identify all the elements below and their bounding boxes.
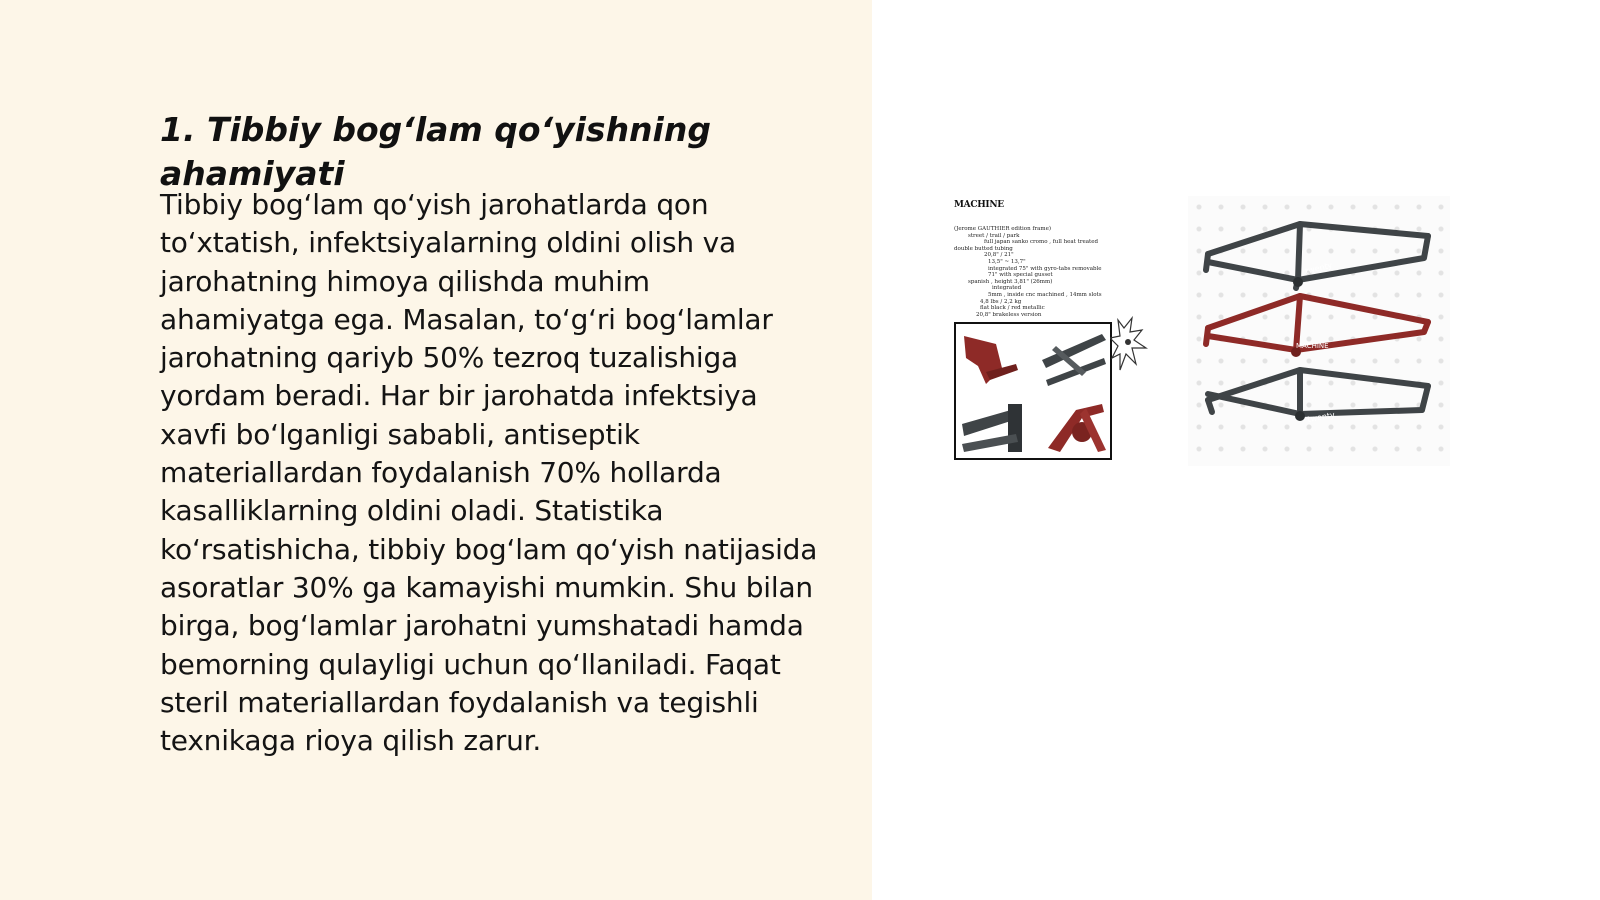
spec-line: 13,5" ~ 13,7": [988, 258, 1026, 265]
spec-line: 5mm , inside cnc machined , 14mm slots: [988, 291, 1102, 298]
spec-title: MACHINE: [954, 200, 1004, 210]
bmx-frame-dark-bottom: [1208, 370, 1428, 414]
spec-line: street / trail / park: [968, 232, 1020, 239]
spec-line: flat black / red metallic: [980, 305, 1045, 312]
spec-line: spanish , height 3,81" (26mm): [968, 278, 1053, 285]
spec-line: double butted tubing: [954, 245, 1013, 252]
frame-label-top: twenty: [1304, 260, 1334, 276]
red-dropout-detail: [964, 336, 1018, 384]
red-bottom-bracket-detail: [1048, 404, 1106, 452]
frame-label-bottom: twenty: [1306, 410, 1336, 424]
frame-detail-photos: [954, 322, 1112, 460]
spec-line: full japan sanko cromo , full heat treated: [984, 239, 1098, 246]
frame-label-middle: MACHINE: [1296, 342, 1329, 350]
bmx-frame-catalog-image: [950, 196, 1450, 466]
bottom-bracket-dark-top: [1293, 277, 1303, 287]
spec-list: [954, 226, 1114, 318]
ink-splatter-decoration: [1110, 314, 1150, 374]
spec-line: 71" with special gusset: [988, 272, 1053, 279]
spec-line: integrated 75" with gyro-tabs removable: [988, 265, 1102, 272]
frame-color-variants: [1188, 196, 1450, 466]
spec-line: 4,8 lbs / 2,2 kg: [980, 298, 1022, 305]
bmx-frame-dark-top: [1206, 224, 1428, 288]
spec-line: (Jerome GAUTHIER edition frame): [954, 226, 1051, 232]
black-tube-detail: [1042, 334, 1106, 386]
spec-line: 20,8" brakeless version: [976, 311, 1042, 318]
slide-title: 1. Tibbiy bog‘lam qo‘yishning ahamiyati: [160, 110, 711, 193]
spec-sheet: [950, 196, 1150, 466]
bottom-bracket-dark-bottom: [1295, 411, 1305, 421]
slide-body-text: Tibbiy bog‘lam qo‘yish jarohatlarda qon to‘xtatish, infektsiyalarning oldini olish va jarohatning himoya qilishda muhim ahamiyatga ega. Masalan, to‘g‘ri bog‘lamlar jarohatning qariyb 50% tezroq tuzalishiga yordam beradi. Har bir jarohatda infektsiya xavfi bo‘lganligi sababli, antiseptik materiallardan foydalanish 70% hollarda kasalliklarning oldini oladi. Statistika ko‘rsatishicha, tibbiy bog‘lam qo‘yish natijasida asoratlar 30% ga kamayishi mumkin. Shu bilan birga, bog‘lamlar jarohatni yumshatadi hamda bemorning qulayligi uchun qo‘llaniladi. Faqat steril materiallardan foydalanish va tegishli texnikaga rioya qilish zarur.: [160, 188, 818, 758]
spec-line: integrated: [992, 285, 1022, 292]
spec-line: 20,8" / 21": [984, 252, 1014, 259]
black-headtube-detail: [962, 404, 1022, 452]
